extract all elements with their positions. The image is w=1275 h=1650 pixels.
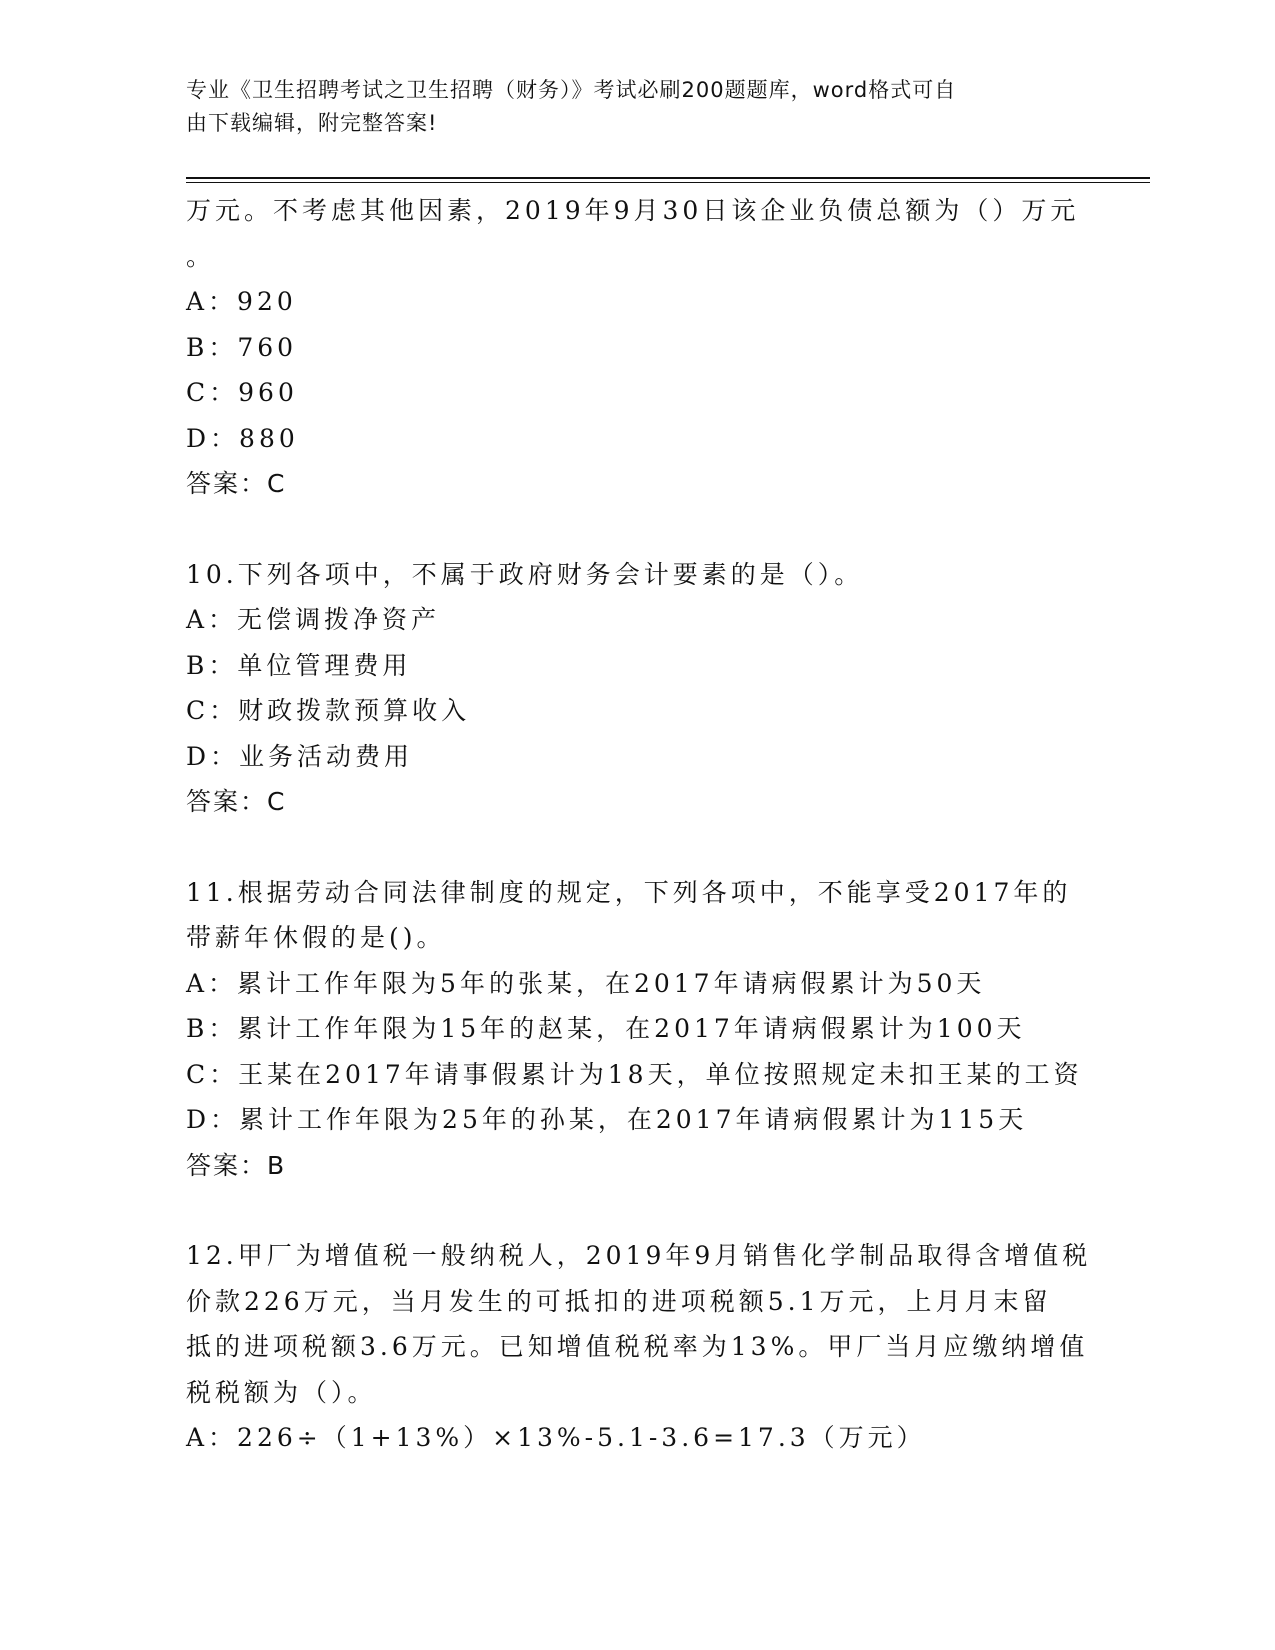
question-list	[186, 188, 1106, 1461]
question-9	[186, 188, 1106, 507]
option-b: B：单位管理费用	[186, 650, 412, 680]
option-a: A：226÷（1+13%）×13%-5.1-3.6=17.3（万元）	[186, 1423, 926, 1452]
question-text: 税税额为（）。	[186, 1377, 377, 1407]
option-d: D：880	[186, 423, 299, 453]
option-b: B：累计工作年限为15年的赵某，在2017年请病假累计为100天	[186, 1014, 1026, 1043]
question-text: 10.下列各项中，不属于政府财务会计要素的是（）。	[186, 559, 864, 589]
question-text: 万元。不考虑其他因素，2019年9月30日该企业负债总额为（）万元	[186, 196, 1080, 225]
document-header	[186, 74, 1086, 140]
option-c: C：王某在2017年请事假累计为18天，单位按照规定未扣王某的工资	[186, 1059, 1083, 1089]
option-d: D：累计工作年限为25年的孙某，在2017年请病假累计为115天	[186, 1105, 1028, 1134]
spacer	[186, 1188, 1106, 1233]
header-divider-thin	[186, 182, 1150, 183]
header-divider-thick	[186, 177, 1150, 179]
header-line-2: 由下载编辑，附完整答案!	[186, 111, 438, 135]
option-a: A：累计工作年限为5年的张某，在2017年请病假累计为50天	[186, 968, 986, 998]
spacer	[186, 825, 1106, 870]
option-a: A：无偿调拨净资产	[186, 605, 441, 634]
question-text: 。	[186, 241, 216, 271]
question-text: 价款226万元，当月发生的可抵扣的进项税额5.1万元，上月月末留	[186, 1286, 1052, 1316]
answer-label: 答案：C	[186, 469, 287, 498]
question-text: 12.甲厂为增值税一般纳税人，2019年9月销售化学制品取得含增值税	[186, 1241, 1092, 1270]
option-d: D：业务活动费用	[186, 741, 414, 771]
question-text: 抵的进项税额3.6万元。已知增值税税率为13%。甲厂当月应缴纳增值	[186, 1332, 1089, 1361]
answer-label: 答案：C	[186, 787, 287, 816]
question-text: 带薪年休假的是()。	[186, 923, 446, 952]
header-line-1: 专业《卫生招聘考试之卫生招聘（财务）》考试必刷200题题库，word格式可自	[186, 78, 957, 102]
option-c: C：财政拨款预算收入	[186, 696, 471, 725]
option-b: B：760	[186, 332, 298, 362]
option-c: C：960	[186, 378, 298, 407]
question-11	[186, 870, 1106, 1189]
question-10	[186, 552, 1106, 825]
answer-label: 答案：B	[186, 1150, 287, 1180]
question-12	[186, 1233, 1106, 1461]
option-a: A：920	[186, 287, 297, 316]
spacer	[186, 507, 1106, 552]
question-text: 11.根据劳动合同法律制度的规定，下列各项中，不能享受2017年的	[186, 877, 1072, 907]
